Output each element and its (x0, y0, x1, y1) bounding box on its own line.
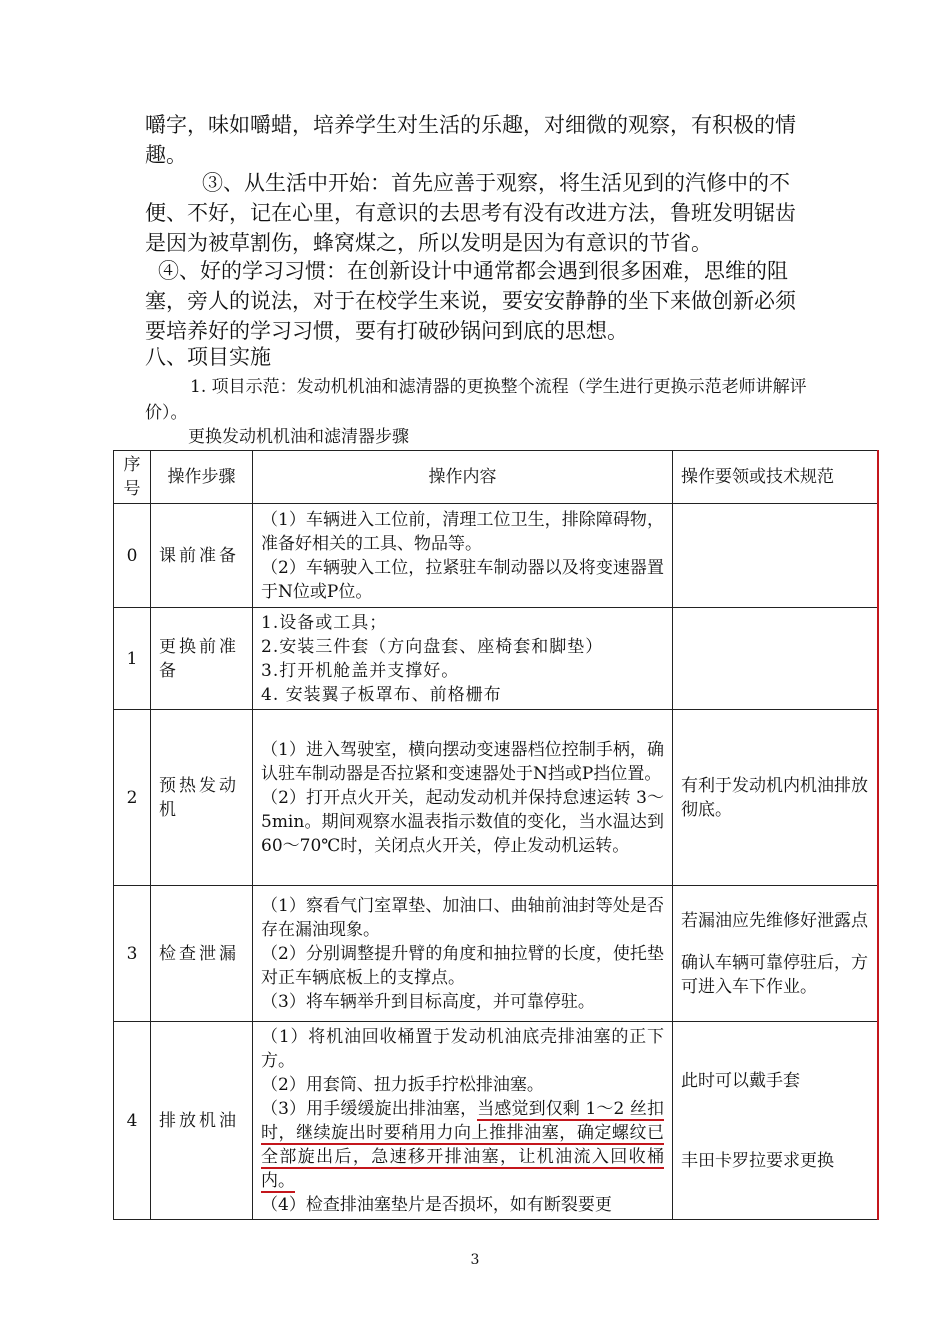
content-line: （2）车辆驶入工位，拉紧驻车制动器以及将变速器置于N位或P位。 (261, 557, 664, 602)
content-line: （4）检查排油塞垫片是否损坏，如有断裂要更 (261, 1194, 612, 1215)
row-content (253, 886, 673, 1022)
row-content (253, 608, 673, 710)
content-text: （3）用手缓缓旋出排油塞， (261, 1098, 478, 1119)
content-line: （1）进入驾驶室，横向摆动变速器档位控制手柄，确认驻车制动器是否拉紧和变速器处于N挡或P挡位置。 (261, 739, 664, 784)
row-step: 检查泄漏 (151, 886, 253, 1022)
content-line: （1）察看气门室罩垫、加油口、曲轴前油封等处是否存在漏油现象。 (261, 895, 664, 940)
table-row (114, 504, 878, 608)
content-line: 3.打开机舱盖并支撑好。 (261, 660, 460, 681)
content-line: 1.设备或工具； (261, 612, 388, 633)
row-no: 1 (114, 608, 151, 710)
requirement-line: 此时可以戴手套 (681, 1070, 800, 1091)
row-step: 排放机油 (151, 1022, 253, 1220)
content-line (261, 1097, 664, 1193)
requirement-line: 丰田卡罗拉要求更换 (681, 1150, 834, 1171)
paragraph-study-habits: ④、好的学习习惯：在创新设计中通常都会遇到很多困难，思维的阻塞，旁人的说法，对于在校学生来说，要安安静静的坐下来做创新必须要培养好的学习习惯，要有打破砂锅问到底的思想。 (145, 259, 796, 343)
header-content: 操作内容 (253, 451, 673, 504)
row-requirement (673, 1022, 878, 1220)
paragraph-interest: 嚼字，味如嚼蜡，培养学生对生活的乐趣，对细微的观察，有积极的情趣。 (145, 113, 796, 167)
table-caption: 更换发动机机油和滤清器步骤 (188, 427, 409, 447)
content-line: 2.安装三件套（方向盘套、座椅套和脚垫） (261, 636, 604, 657)
content-line: （2）打开点火开关，起动发动机并保持怠速运转 3～5min。期间观察水温表指示数值的变化，当水温达到60～70℃时，关闭点火开关，停止发动机运转。 (261, 787, 664, 856)
row-no: 4 (114, 1022, 151, 1220)
red-revision-bar (877, 450, 879, 1220)
table-header-row (114, 451, 878, 504)
row-content (253, 504, 673, 608)
project-demo-item: 1. 项目示范：发动机机油和滤清器的更换整个流程（学生进行更换示范老师讲解评价）。 (145, 377, 807, 423)
paragraph-life-observation: ③、从生活中开始：首先应善于观察，将生活见到的汽修中的不便、不好，记在心里，有意识的去思考有没有改进方法，鲁班发明锯齿是因为被草割伤，蜂窝煤之，所以发明是因为有意识的节省。 (145, 171, 796, 255)
table-row (114, 886, 878, 1022)
row-requirement (673, 608, 878, 710)
content-line: （2）用套筒、扭力扳手拧松排油塞。 (261, 1074, 544, 1095)
red-underlined-text: 当感觉到仅剩 1～2 丝扣时，继续旋出时要稍用力向上推排油塞，确定螺纹已全部旋出后，急速移开排油塞，让机油流入回收桶内。 (261, 1098, 664, 1191)
content-line: （3）将车辆举升到目标高度，并可靠停驻。 (261, 991, 595, 1012)
row-content (253, 1022, 673, 1220)
row-no: 2 (114, 710, 151, 886)
header-requirements: 操作要领或技术规范 (673, 451, 878, 504)
header-no: 序号 (114, 451, 151, 504)
content-line: （1）将机油回收桶置于发动机油底壳排油塞的正下方。 (261, 1026, 664, 1071)
row-step: 预热发动机 (151, 710, 253, 886)
row-requirement (673, 886, 878, 1022)
content-line: （2）分别调整提升臂的角度和抽拉臂的长度，使托垫对正车辆底板上的支撑点。 (261, 943, 664, 988)
row-step: 更换前准备 (151, 608, 253, 710)
row-no: 3 (114, 886, 151, 1022)
page-number: 3 (470, 1252, 480, 1268)
row-no: 0 (114, 504, 151, 608)
content-line: 4. 安装翼子板罩布、前格栅布 (261, 684, 502, 705)
section-heading: 八、项目实施 (145, 345, 271, 369)
row-content (253, 710, 673, 886)
requirement-line: 确认车辆可靠停驻后，方可进入车下作业。 (681, 952, 868, 997)
header-step: 操作步骤 (151, 451, 253, 504)
row-requirement (673, 504, 878, 608)
content-line: （1）车辆进入工位前，清理工位卫生，排除障碍物，准备好相关的工具、物品等。 (261, 509, 664, 554)
row-requirement: 有利于发动机内机油排放彻底。 (673, 710, 878, 886)
table-row (114, 1022, 878, 1220)
row-step: 课前准备 (151, 504, 253, 608)
table-row (114, 710, 878, 886)
table-row (114, 608, 878, 710)
requirement-line: 若漏油应先维修好泄露点 (681, 910, 868, 931)
steps-table (113, 450, 878, 1220)
